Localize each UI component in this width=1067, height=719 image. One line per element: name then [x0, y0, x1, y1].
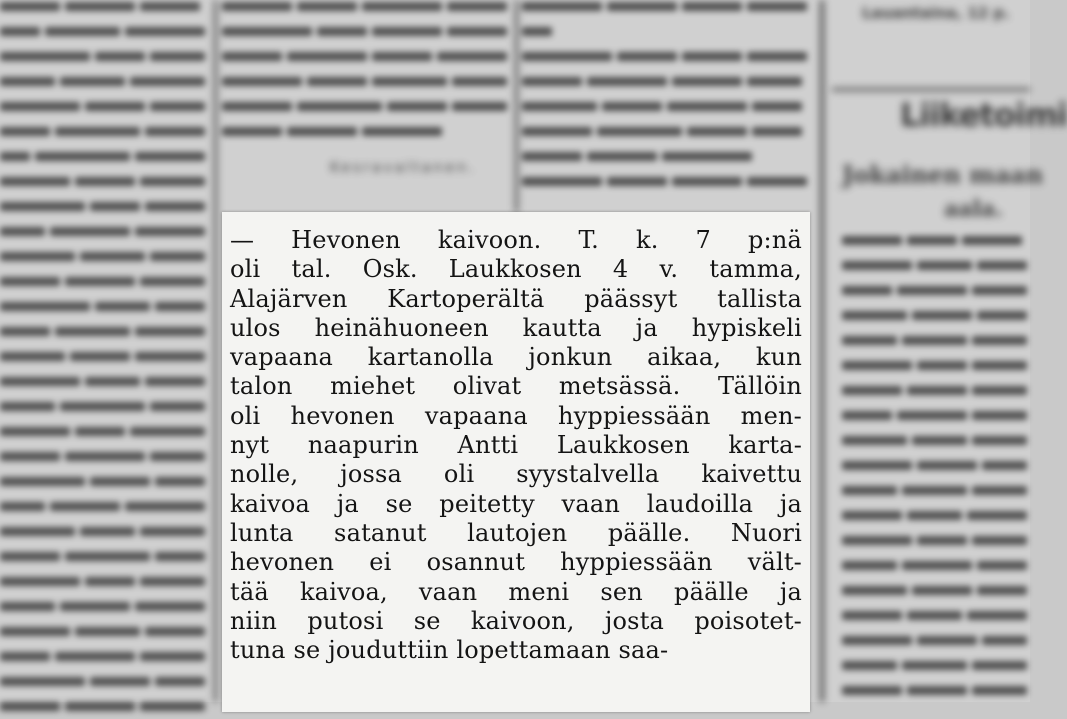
article-line-11: lunta satanut lautojen päälle. Nuori [230, 518, 802, 547]
article-line-15: tuna se jouduttiin lopettamaan saa- [230, 636, 669, 665]
article-line-6: talon miehet olivat metsässä. Tällöin [230, 372, 802, 401]
background-column-center-right [522, 0, 812, 206]
article-line-13: tää kaivoa, vaan meni sen päälle ja [230, 577, 802, 606]
article-line-2: oli tal. Osk. Laukkosen 4 v. tamma, [230, 255, 802, 284]
article-line-10: kaivoa ja se peitetty vaan laudoilla ja [230, 489, 802, 518]
background-right-heading-1: Jokainen maan [842, 160, 1044, 189]
background-column-right [842, 228, 1030, 703]
background-rule-4 [832, 88, 1030, 91]
background-right-date: Lauantaina, 12 p. [862, 4, 1010, 22]
article-text [230, 226, 802, 665]
article-line-4: ulos heinähuoneen kautta ja hypiskeli [230, 313, 802, 342]
article-line-14: niin putosi se kaivoon, josta poisotet- [230, 606, 802, 635]
article-clipping [222, 212, 810, 712]
background-rule-3 [820, 0, 824, 702]
background-right-masthead: Liiketoimi [900, 96, 1067, 134]
article-line-5: vapaana kartanolla jonkun aikaa, kun [230, 343, 802, 372]
article-line-8: nyt naapurin Antti Laukkosen karta- [230, 431, 802, 460]
background-right-heading-2: aala. [944, 196, 1003, 222]
background-center-caption: Kesravaltanen. [330, 160, 477, 176]
background-column-left [0, 0, 212, 719]
article-line-12: hevonen ei osannut hyppiessään vält- [230, 548, 802, 577]
background-rule-1 [214, 0, 217, 702]
article-line-3: Alajärven Kartoperältä päässyt tallista [230, 284, 802, 313]
background-rule-2 [515, 0, 518, 212]
article-line-1: — Hevonen kaivoon. T. k. 7 p:nä [230, 226, 802, 254]
article-line-9: nolle, jossa oli syystalvella kaivettu [230, 460, 802, 489]
article-line-7: oli hevonen vapaana hyppiessään men- [230, 401, 802, 430]
